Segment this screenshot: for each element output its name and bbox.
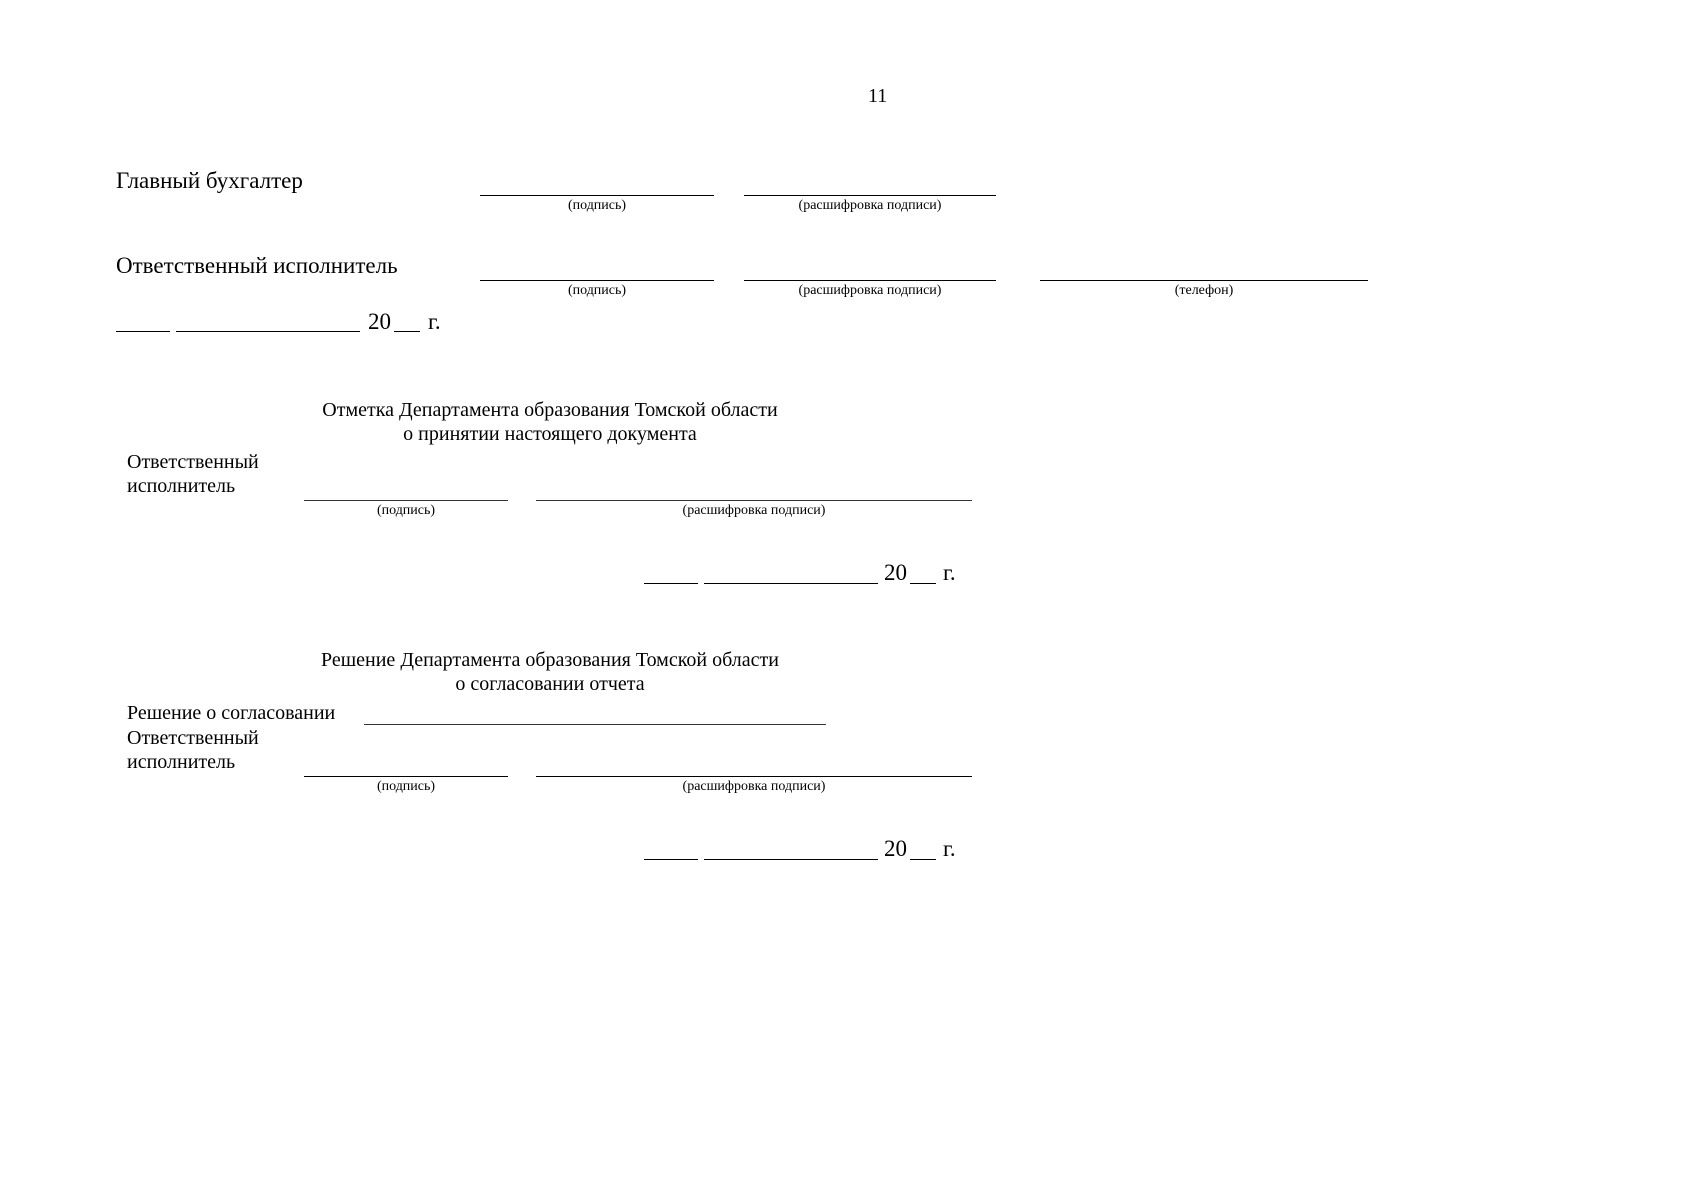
decision-date-month-line[interactable] [704,859,878,860]
executor-signature-line[interactable] [480,280,714,281]
decision-title-line2: о согласовании отчета [455,673,645,695]
decision-date-year-suffix: г. [943,836,956,861]
decision-decode-caption: (расшифровка подписи) [682,779,826,794]
date-day-line[interactable] [116,331,170,332]
date-year-prefix: 20 [368,309,391,334]
acceptance-date-year-suffix: г. [943,560,956,585]
acceptance-title [250,398,850,446]
decision-date-day-line[interactable] [644,859,698,860]
executor-phone-line[interactable] [1040,280,1368,281]
acceptance-executor-line2: исполнитель [127,475,236,497]
executor-signature-caption: (подпись) [567,283,627,298]
decision-signature-line[interactable] [304,776,508,777]
executor-decode-caption: (расшифровка подписи) [798,283,942,298]
chief-accountant-decode-caption: (расшифровка подписи) [798,198,942,213]
decision-title [250,648,850,696]
acceptance-decode-caption: (расшифровка подписи) [682,503,826,518]
decision-title-line1: Решение Департамента образования Томской области [321,649,779,671]
decision-executor-label [127,726,259,774]
acceptance-signature-caption: (подпись) [376,503,436,518]
decision-date-year-line[interactable] [910,859,936,860]
acceptance-title-line2: о принятии настоящего документа [403,423,697,445]
executor-decode-line[interactable] [744,280,996,281]
acceptance-date-month-line[interactable] [704,583,878,584]
acceptance-executor-line1: Ответственный [127,451,259,473]
decision-label: Решение о согласовании [127,702,336,724]
decision-executor-line1: Ответственный [127,727,259,749]
acceptance-executor-label [127,450,259,498]
acceptance-signature-line[interactable] [304,500,508,501]
decision-signature-caption: (подпись) [376,779,436,794]
acceptance-date-year-line[interactable] [910,583,936,584]
chief-accountant-signature-caption: (подпись) [567,198,627,213]
acceptance-title-line1: Отметка Департамента образования Томской области [322,399,778,421]
date-month-line[interactable] [176,331,360,332]
chief-accountant-decode-line[interactable] [744,195,996,196]
responsible-executor-label: Ответственный исполнитель [116,253,398,278]
date-year-suffix: г. [428,309,441,334]
decision-date-year-prefix: 20 [884,836,907,861]
decision-decode-line[interactable] [536,776,972,777]
chief-accountant-label: Главный бухгалтер [116,168,303,193]
decision-line[interactable] [364,724,826,725]
acceptance-decode-line[interactable] [536,500,972,501]
date-year-line[interactable] [394,331,420,332]
acceptance-date-day-line[interactable] [644,583,698,584]
acceptance-date-year-prefix: 20 [884,560,907,585]
decision-executor-line2: исполнитель [127,751,236,773]
chief-accountant-signature-line[interactable] [480,195,714,196]
page-number: 11 [868,85,888,107]
executor-phone-caption: (телефон) [1174,283,1234,298]
